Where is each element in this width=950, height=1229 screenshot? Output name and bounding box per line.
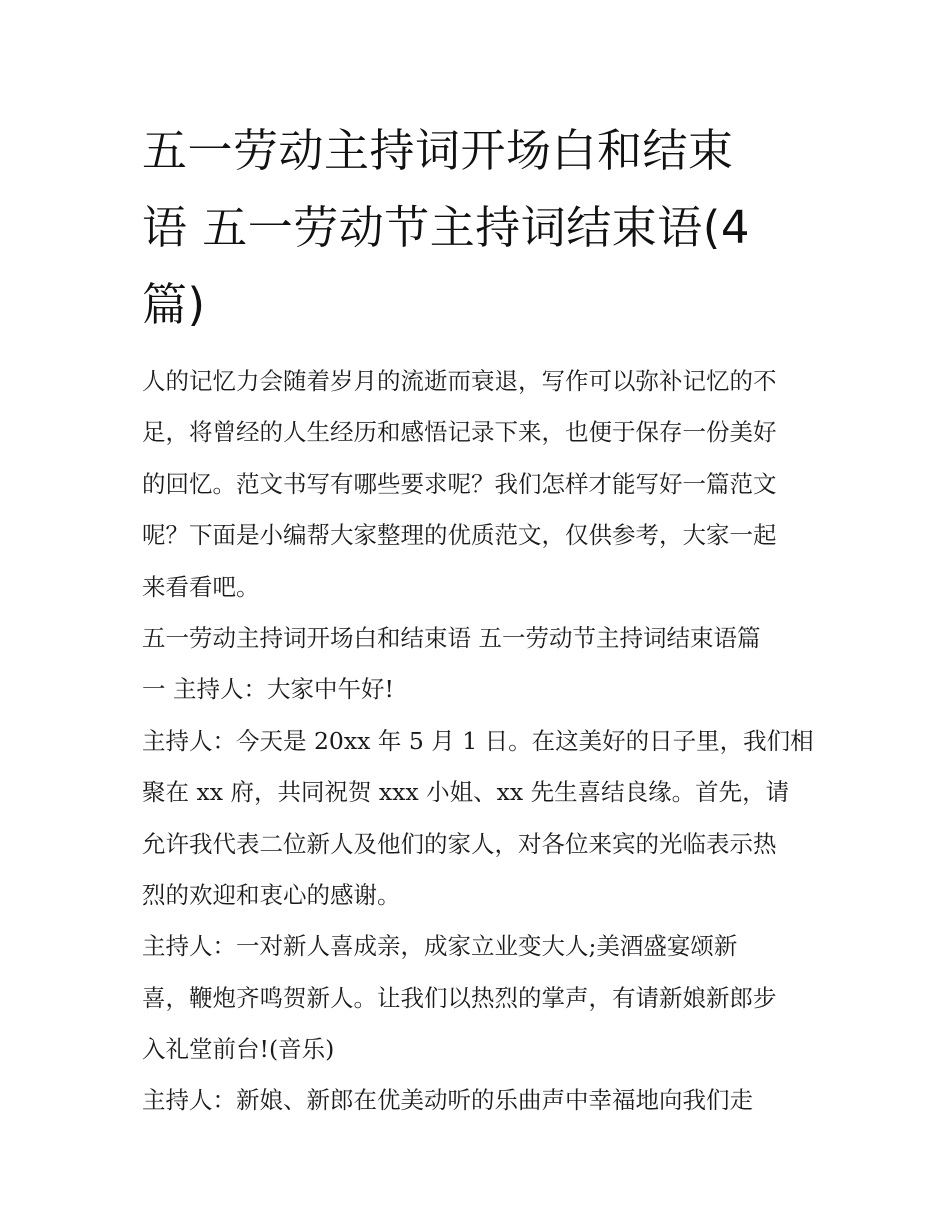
body-line: 一 主持人：大家中午好! [142, 675, 394, 704]
title-line: 篇) [142, 278, 206, 331]
body-line: 足，将曾经的人生经历和感悟记录下来，也便于保存一份美好 [142, 418, 777, 447]
document-title [142, 112, 822, 343]
body-line: 主持人：一对新人喜成亲，成家立业变大人;美酒盛宴颂新 [142, 932, 738, 961]
body-line: 烈的欢迎和衷心的感谢。 [142, 880, 401, 909]
body-line: 主持人：今天是 20xx 年 5 月 1 日。在这美好的日子里，我们相 [142, 726, 814, 755]
body-line: 聚在 xx 府，共同祝贺 xxx 小姐、xx 先生喜结良缘。首先，请 [142, 778, 790, 807]
document-body [142, 356, 822, 1127]
title-line: 五一劳动主持词开场白和结束 [142, 124, 734, 177]
body-line: 主持人：新娘、新郎在优美动听的乐曲声中幸福地向我们走 [142, 1086, 753, 1115]
body-line: 入礼堂前台!(音乐) [142, 1035, 335, 1064]
body-line: 允许我代表二位新人及他们的家人，对各位来宾的光临表示热 [142, 829, 777, 858]
body-line: 来看看吧。 [142, 572, 260, 601]
title-line: 语 五一劳动节主持词结束语(4 [142, 201, 750, 254]
body-line: 的回忆。范文书写有哪些要求呢？我们怎样才能写好一篇范文 [142, 469, 777, 498]
body-line: 人的记忆力会随着岁月的流逝而衰退，写作可以弥补记忆的不 [142, 367, 777, 395]
body-line: 五一劳动主持词开场白和结束语 五一劳动节主持词结束语篇 [142, 623, 761, 652]
body-line: 呢？下面是小编帮大家整理的优质范文，仅供参考，大家一起 [142, 521, 777, 550]
body-line: 喜，鞭炮齐鸣贺新人。让我们以热烈的掌声，有请新娘新郎步 [142, 983, 777, 1012]
